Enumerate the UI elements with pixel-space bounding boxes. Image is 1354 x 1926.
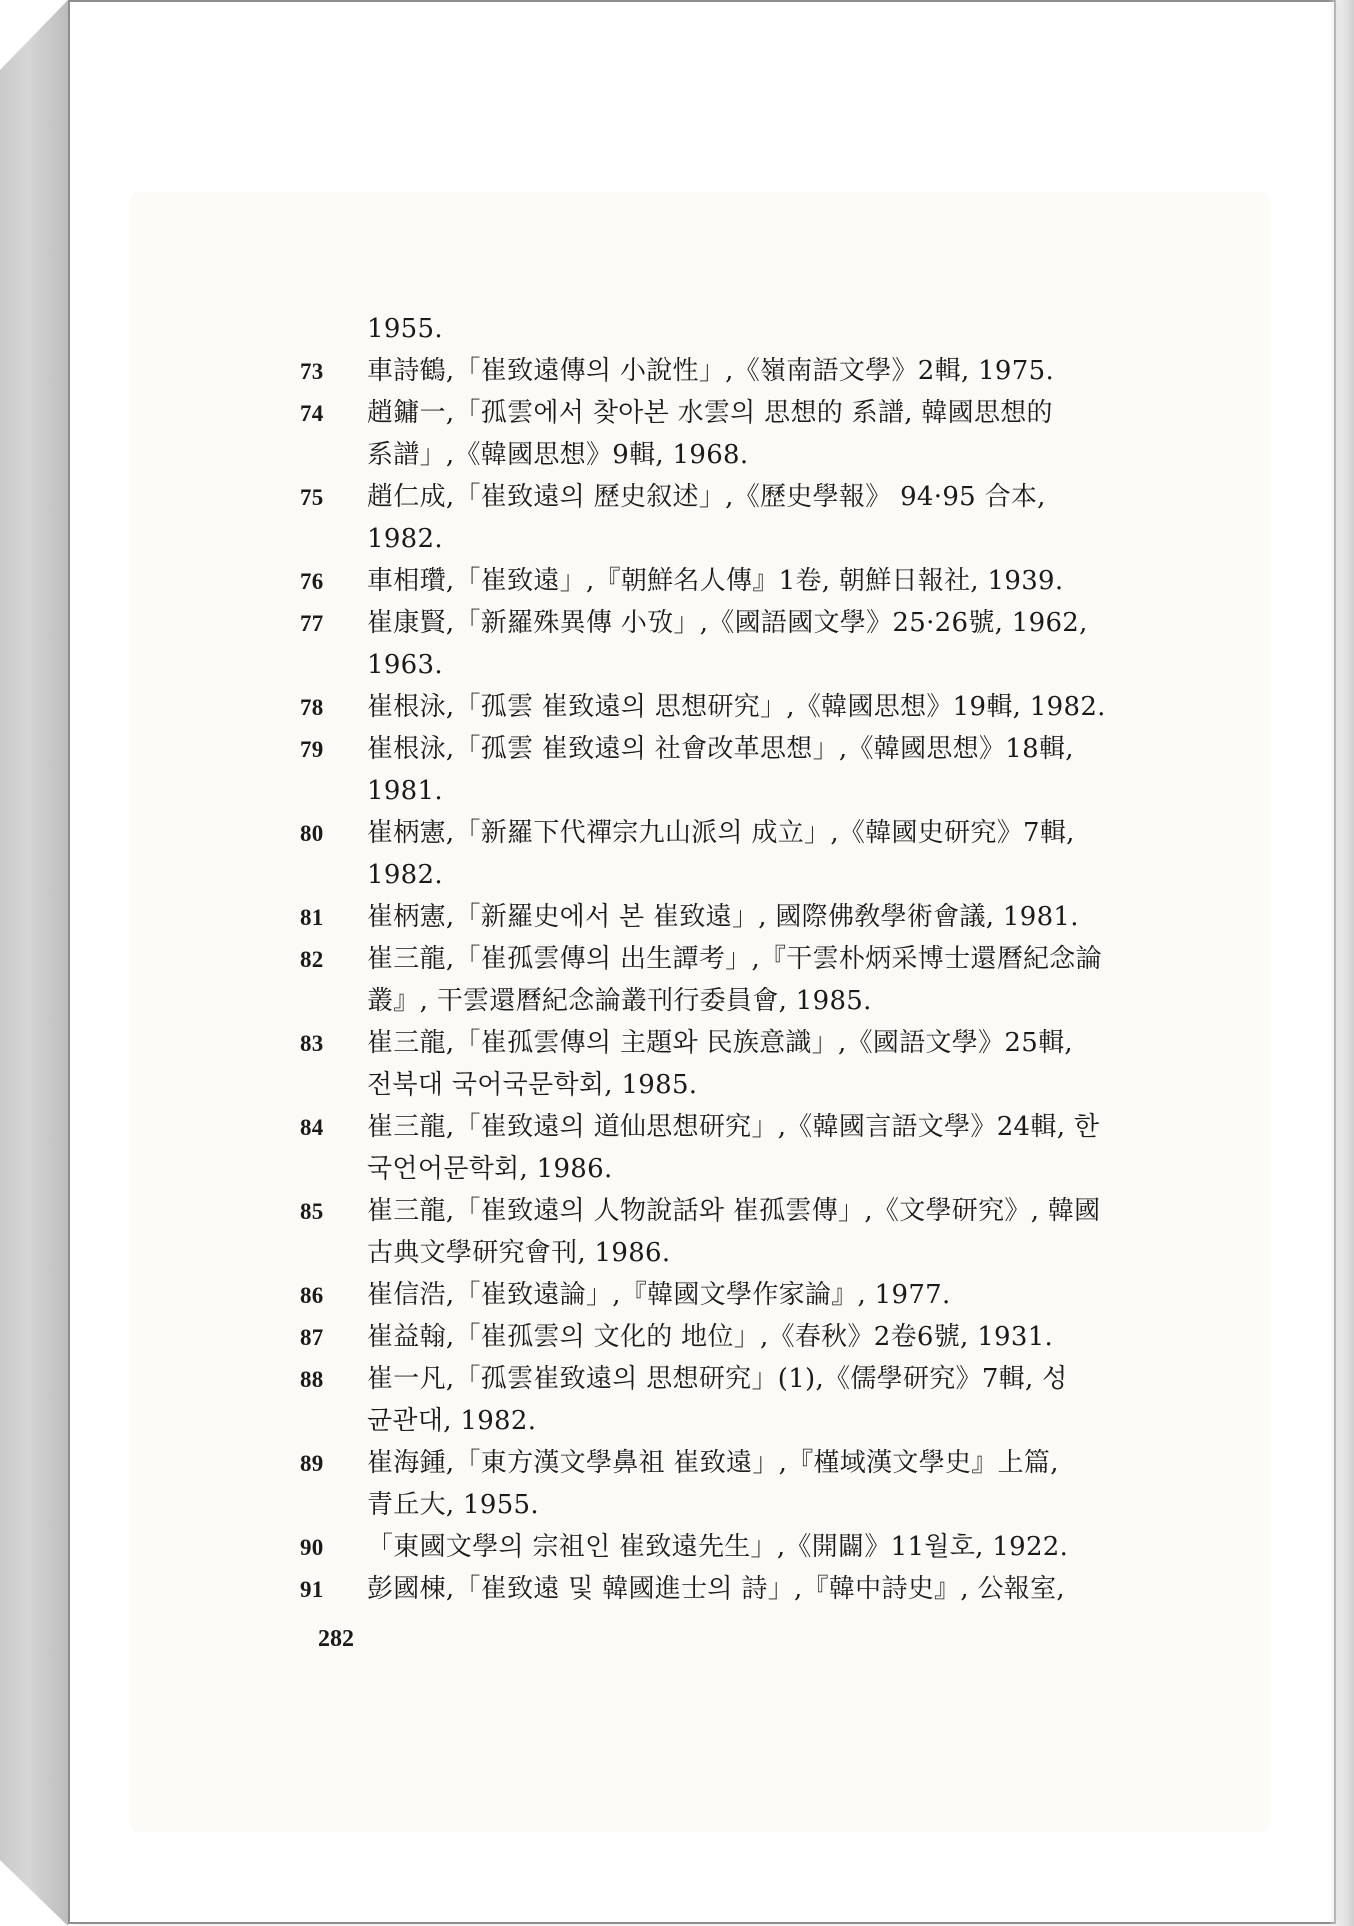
bibliography-entry	[300, 1526, 1160, 1568]
entry-text: 崔一凡,「孤雲崔致遠의 思想研究」(1),《儒學研究》7輯, 성	[367, 1364, 1068, 1394]
bibliography-entry	[300, 1022, 1160, 1064]
entry-text: 車詩鶴,「崔致遠傳의 小說性」,《嶺南語文學》2輯, 1975.	[367, 356, 1055, 386]
bibliography-entry	[300, 1568, 1160, 1610]
entry-number: 83	[300, 1031, 324, 1056]
entry-number: 85	[300, 1199, 324, 1224]
bibliography-list	[300, 308, 1160, 1610]
bibliography-entry	[300, 602, 1160, 644]
entry-number: 91	[300, 1577, 324, 1602]
entry-number: 81	[300, 905, 324, 930]
bibliography-entry	[300, 1190, 1160, 1232]
entry-text: 崔根泳,「孤雲 崔致遠의 思想研究」,《韓國思想》19輯, 1982.	[367, 692, 1106, 722]
entry-text: 崔三龍,「崔孤雲傳의 主題와 民族意識」,《國語文學》25輯,	[367, 1028, 1073, 1058]
entry-number: 75	[300, 485, 324, 510]
entry-continuation: 1981.	[367, 776, 443, 806]
bibliography-entry	[300, 1442, 1160, 1484]
entry-text: 崔根泳,「孤雲 崔致遠의 社會改革思想」,《韓國思想》18輯,	[367, 734, 1074, 764]
entry-number: 74	[300, 401, 324, 426]
entry-number: 90	[300, 1535, 324, 1560]
entry-text: 崔柄憲,「新羅史에서 본 崔致遠」, 國際佛敎學術會議, 1981.	[367, 902, 1079, 932]
bibliography-entry	[300, 728, 1160, 770]
book-spine	[0, 0, 68, 1926]
entry-number: 77	[300, 611, 324, 636]
page-edge-shadow	[1328, 0, 1354, 1926]
entry-continuation: 1982.	[367, 860, 443, 890]
entry-text: 趙仁成,「崔致遠의 歷史叙述」,《歷史學報》 94·95 合本,	[367, 482, 1046, 512]
entry-number: 86	[300, 1283, 324, 1308]
entry-text: 車相瓚,「崔致遠」,『朝鮮名人傳』1卷, 朝鮮日報社, 1939.	[367, 566, 1064, 596]
bibliography-entry	[300, 392, 1160, 434]
bibliography-entry	[300, 686, 1160, 728]
entry-number: 79	[300, 737, 324, 762]
entry-continuation: 국언어문학회, 1986.	[367, 1154, 613, 1184]
bibliography-entry	[300, 938, 1160, 980]
bibliography-entry	[300, 1106, 1160, 1148]
entry-text: 彭國棟,「崔致遠 및 韓國進士의 詩」,『韓中詩史』, 公報室,	[367, 1574, 1065, 1604]
entry-number: 80	[300, 821, 324, 846]
bibliography-entry	[300, 1358, 1160, 1400]
entry-continuation: 1982.	[367, 524, 443, 554]
bibliography-entry	[300, 812, 1160, 854]
entry-text: 崔三龍,「崔孤雲傳의 出生譚考」,『干雲朴炳采博士還曆紀念論	[367, 944, 1102, 974]
entry-number: 76	[300, 569, 324, 594]
bibliography-entry	[300, 350, 1160, 392]
entry-continuation: 叢』, 干雲還曆紀念論叢刊行委員會, 1985.	[367, 986, 872, 1016]
entry-text: 崔三龍,「崔致遠의 人物說話와 崔孤雲傳」,《文學研究》, 韓國	[367, 1196, 1101, 1226]
bibliography-entry	[300, 560, 1160, 602]
entry-text: 「東國文學의 宗祖인 崔致遠先生」,《開闢》11월호, 1922.	[367, 1532, 1069, 1562]
entry-continuation: 古典文學研究會刊, 1986.	[367, 1238, 671, 1268]
entry-continuation: 1963.	[367, 650, 443, 680]
entry-number: 78	[300, 695, 324, 720]
entry-number: 89	[300, 1451, 324, 1476]
page-number: 282	[318, 1626, 354, 1652]
entry-text: 崔海鍾,「東方漢文學鼻祖 崔致遠」,『槿域漢文學史』上篇,	[367, 1448, 1059, 1478]
entry-text: 崔康賢,「新羅殊異傳 小攷」,《國語國文學》25·26號, 1962,	[367, 608, 1088, 638]
entries-container	[300, 350, 1160, 1610]
entry-text: 崔柄憲,「新羅下代禪宗九山派의 成立」,《韓國史研究》7輯,	[367, 818, 1075, 848]
entry-number: 88	[300, 1367, 324, 1392]
entry-text: 崔三龍,「崔致遠의 道仙思想研究」,《韓國言語文學》24輯, 한	[367, 1112, 1100, 1142]
entry-number: 87	[300, 1325, 324, 1350]
bibliography-entry	[300, 1274, 1160, 1316]
entry-text: 崔信浩,「崔致遠論」,『韓國文學作家論』, 1977.	[367, 1280, 951, 1310]
bibliography-entry	[300, 1316, 1160, 1358]
entry-number: 73	[300, 359, 324, 384]
entry-number: 84	[300, 1115, 324, 1140]
entry-text: 崔益翰,「崔孤雲의 文化的 地位」,《春秋》2卷6號, 1931.	[367, 1322, 1054, 1352]
bibliography-entry	[300, 476, 1160, 518]
entry-continuation: 균관대, 1982.	[367, 1406, 537, 1436]
continuation-line: 1955.	[367, 314, 443, 344]
entry-text: 趙鏞一,「孤雲에서 찾아본 水雲의 思想的 系譜, 韓國思想的	[367, 398, 1053, 428]
entry-continuation: 전북대 국어국문학회, 1985.	[367, 1070, 698, 1100]
entry-continuation: 青丘大, 1955.	[367, 1490, 539, 1520]
entry-continuation: 系譜」,《韓國思想》9輯, 1968.	[367, 440, 749, 470]
bibliography-entry	[300, 896, 1160, 938]
entry-number: 82	[300, 947, 324, 972]
